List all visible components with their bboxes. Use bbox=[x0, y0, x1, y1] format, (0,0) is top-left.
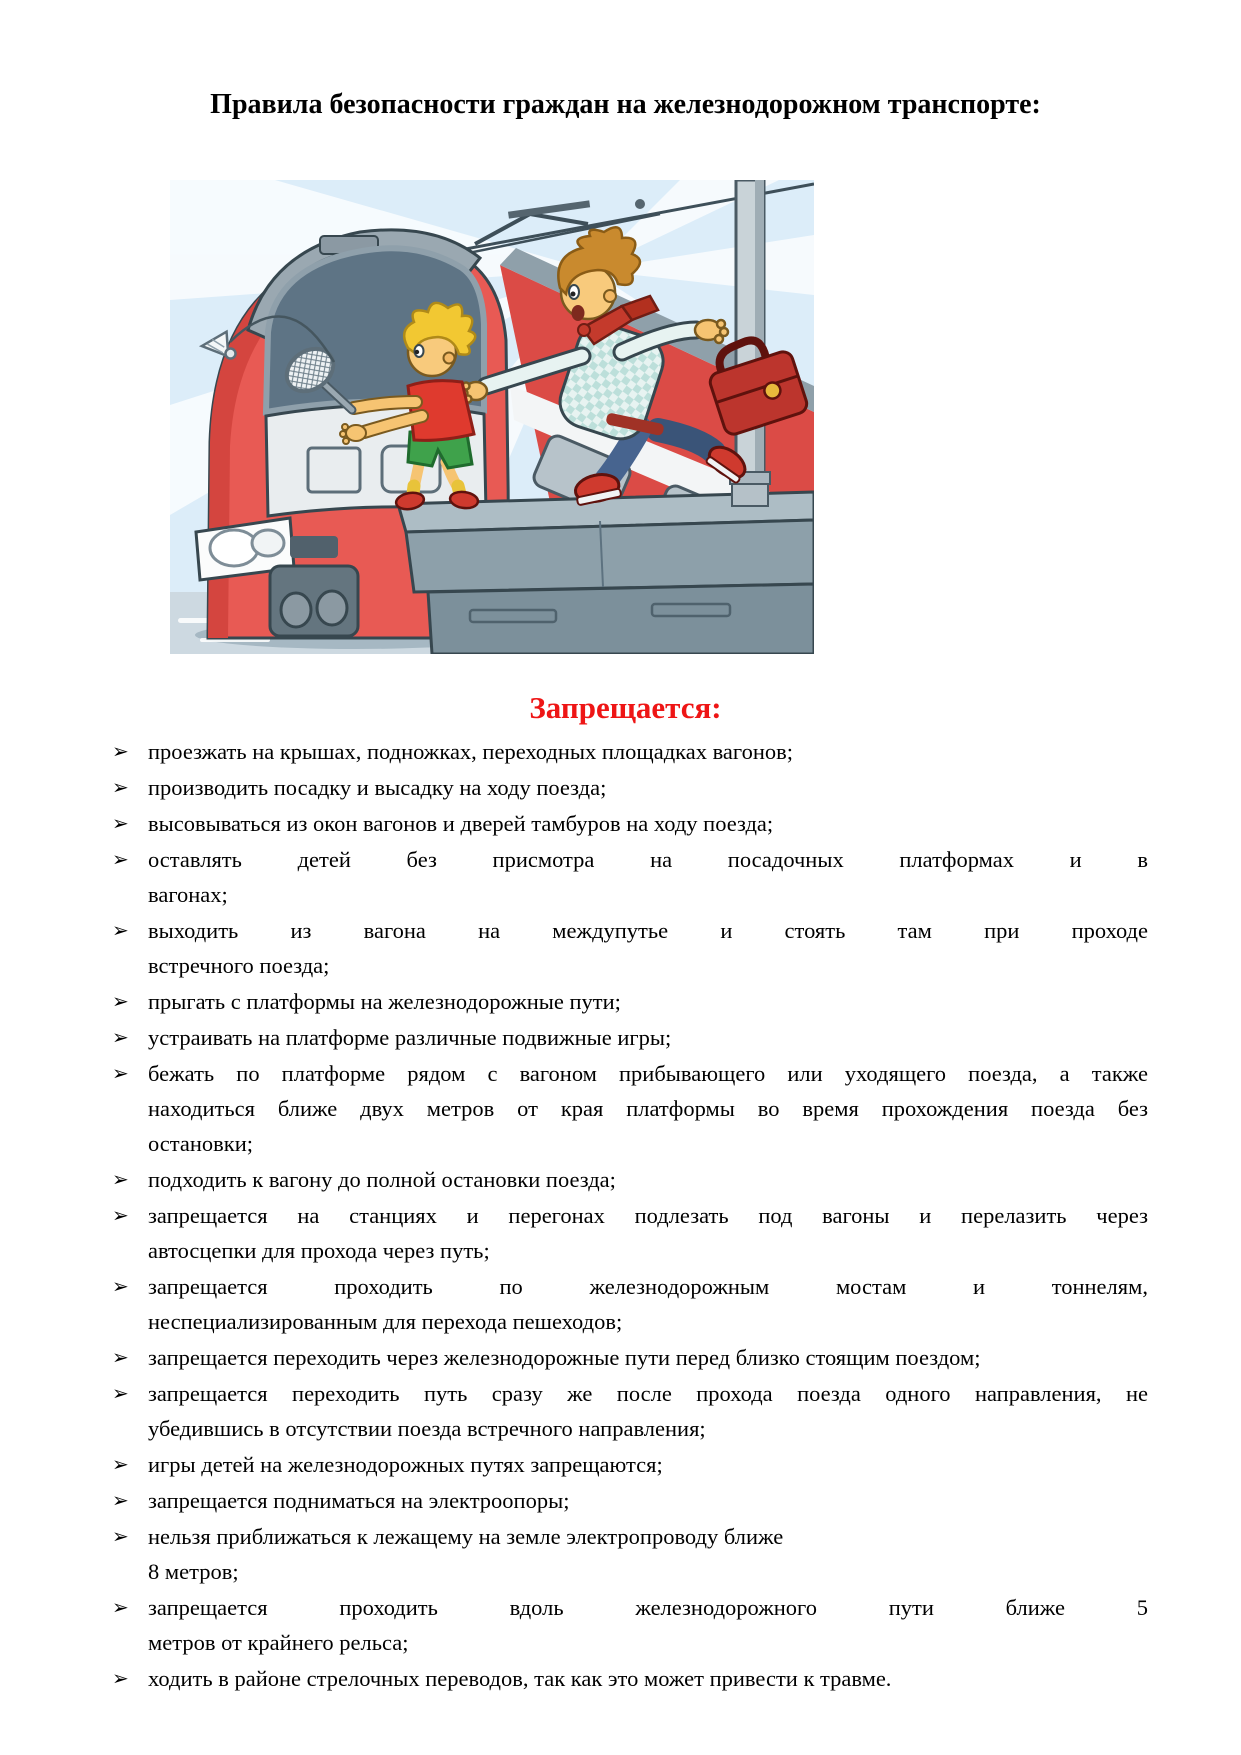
rule-line: метров от крайнего рельса; bbox=[148, 1630, 409, 1655]
rule-line: автосцепки для прохода через путь; bbox=[148, 1238, 490, 1263]
rule-text bbox=[148, 734, 1148, 769]
rule-item bbox=[112, 1376, 1148, 1446]
rule-text bbox=[148, 1340, 1148, 1375]
arrow-bullet-icon: ➢ bbox=[112, 1488, 129, 1512]
arrow-bullet-icon: ➢ bbox=[112, 1452, 129, 1476]
rule-line: остановки; bbox=[148, 1131, 254, 1156]
rule-line: нельзя приближаться к лежащему на земле электропроводу ближе bbox=[148, 1524, 784, 1549]
man-open-mouth bbox=[572, 305, 585, 321]
arrow-bullet-icon: ➢ bbox=[112, 1203, 129, 1227]
rule-item bbox=[112, 1056, 1148, 1161]
rules-heading: Запрещается: bbox=[529, 690, 722, 725]
arrow-bullet-icon: ➢ bbox=[112, 989, 129, 1013]
rule-text bbox=[148, 1020, 1148, 1055]
rule-line: бежать по платформе рядом с вагоном прибывающего или уходящего поезда, а также bbox=[148, 1061, 1148, 1086]
safety-cartoon-illustration bbox=[170, 180, 814, 654]
rule-line: подходить к вагону до полной остановки поезда; bbox=[148, 1167, 616, 1192]
rule-line: производить посадку и высадку на ходу поезда; bbox=[148, 775, 607, 800]
rule-line: высовываться из окон вагонов и дверей тамбуров на ходу поезда; bbox=[148, 811, 774, 836]
rule-text bbox=[148, 1519, 1148, 1589]
rule-text bbox=[148, 1162, 1148, 1197]
rule-line: встречного поезда; bbox=[148, 953, 330, 978]
rule-text bbox=[148, 1590, 1148, 1660]
rule-line: неспециализированным для перехода пешеходов; bbox=[148, 1309, 623, 1334]
rule-text bbox=[148, 1269, 1148, 1339]
arrow-bullet-icon: ➢ bbox=[112, 1381, 129, 1405]
rule-text bbox=[148, 1661, 1148, 1696]
rule-text bbox=[148, 806, 1148, 841]
arrow-bullet-icon: ➢ bbox=[112, 1595, 129, 1619]
rule-line: вагонах; bbox=[148, 882, 228, 907]
platform bbox=[398, 492, 814, 654]
rule-line: проезжать на крышах, подножках, переходных площадках вагонов; bbox=[148, 739, 794, 764]
rule-item bbox=[112, 1198, 1148, 1268]
rule-line: игры детей на железнодорожных путях запрещаются; bbox=[148, 1452, 663, 1477]
rule-line: устраивать на платформе различные подвижные игры; bbox=[148, 1025, 672, 1050]
arrow-bullet-icon: ➢ bbox=[112, 847, 129, 871]
arrow-bullet-icon: ➢ bbox=[112, 918, 129, 942]
arrow-bullet-icon: ➢ bbox=[112, 1524, 129, 1548]
rules-list bbox=[103, 734, 1148, 1696]
rule-item bbox=[112, 1162, 1148, 1197]
rule-item bbox=[112, 770, 1148, 805]
rule-text bbox=[148, 1198, 1148, 1268]
rule-item bbox=[112, 1483, 1148, 1518]
arrow-bullet-icon: ➢ bbox=[112, 1167, 129, 1191]
rule-item bbox=[112, 913, 1148, 983]
rule-text bbox=[148, 1056, 1148, 1161]
rule-text bbox=[148, 1447, 1148, 1482]
rule-line: ходить в районе стрелочных переводов, так как это может привести к травме. bbox=[148, 1666, 892, 1691]
rule-item bbox=[112, 1447, 1148, 1482]
rule-line: оставлять детей без присмотра на посадочных платформах и в bbox=[148, 847, 1148, 872]
arrow-bullet-icon: ➢ bbox=[112, 811, 129, 835]
rule-line: убедившись в отсутствии поезда встречного направления; bbox=[148, 1416, 706, 1441]
rule-line: 8 метров; bbox=[148, 1559, 239, 1584]
rule-line: запрещается проходить по железнодорожным мостам и тоннелям, bbox=[148, 1274, 1148, 1299]
rule-item bbox=[112, 842, 1148, 912]
rule-item bbox=[112, 984, 1148, 1019]
rule-item bbox=[112, 806, 1148, 841]
rule-text bbox=[148, 1483, 1148, 1518]
rule-line: запрещается переходить путь сразу же после прохода поезда одного направления, не bbox=[148, 1381, 1148, 1406]
rule-line: запрещается проходить вдоль железнодорожного пути ближе 5 bbox=[148, 1595, 1148, 1620]
arrow-bullet-icon: ➢ bbox=[112, 739, 129, 763]
rule-item bbox=[112, 1519, 1148, 1589]
arrow-bullet-icon: ➢ bbox=[112, 1025, 129, 1049]
rule-line: запрещается переходить через железнодорожные пути перед близко стоящим поездом; bbox=[148, 1345, 981, 1370]
rule-line: выходить из вагона на междупутье и стоять там при проходе bbox=[148, 918, 1148, 943]
rule-text bbox=[148, 984, 1148, 1019]
illustration-canvas bbox=[170, 180, 814, 654]
rule-line: прыгать с платформы на железнодорожные пути; bbox=[148, 989, 621, 1014]
arrow-bullet-icon: ➢ bbox=[112, 1274, 129, 1298]
rule-item bbox=[112, 1661, 1148, 1696]
rule-item bbox=[112, 1269, 1148, 1339]
rule-text bbox=[148, 913, 1148, 983]
rule-item bbox=[112, 1020, 1148, 1055]
rule-line: находиться ближе двух метров от края платформы во время прохождения поезда без bbox=[148, 1096, 1148, 1121]
rule-text bbox=[148, 842, 1148, 912]
page-title: Правила безопасности граждан на железнодорожном транспорте: bbox=[210, 89, 1041, 120]
rule-text bbox=[148, 770, 1148, 805]
arrow-bullet-icon: ➢ bbox=[112, 1345, 129, 1369]
rule-text bbox=[148, 1376, 1148, 1446]
rule-line: запрещается подниматься на электроопоры; bbox=[148, 1488, 570, 1513]
rule-item bbox=[112, 734, 1148, 769]
arrow-bullet-icon: ➢ bbox=[112, 775, 129, 799]
rule-item bbox=[112, 1340, 1148, 1375]
arrow-bullet-icon: ➢ bbox=[112, 1061, 129, 1085]
rule-item bbox=[112, 1590, 1148, 1660]
rule-line: запрещается на станциях и перегонах подлезать под вагоны и перелазить через bbox=[148, 1203, 1148, 1228]
arrow-bullet-icon: ➢ bbox=[112, 1666, 129, 1690]
